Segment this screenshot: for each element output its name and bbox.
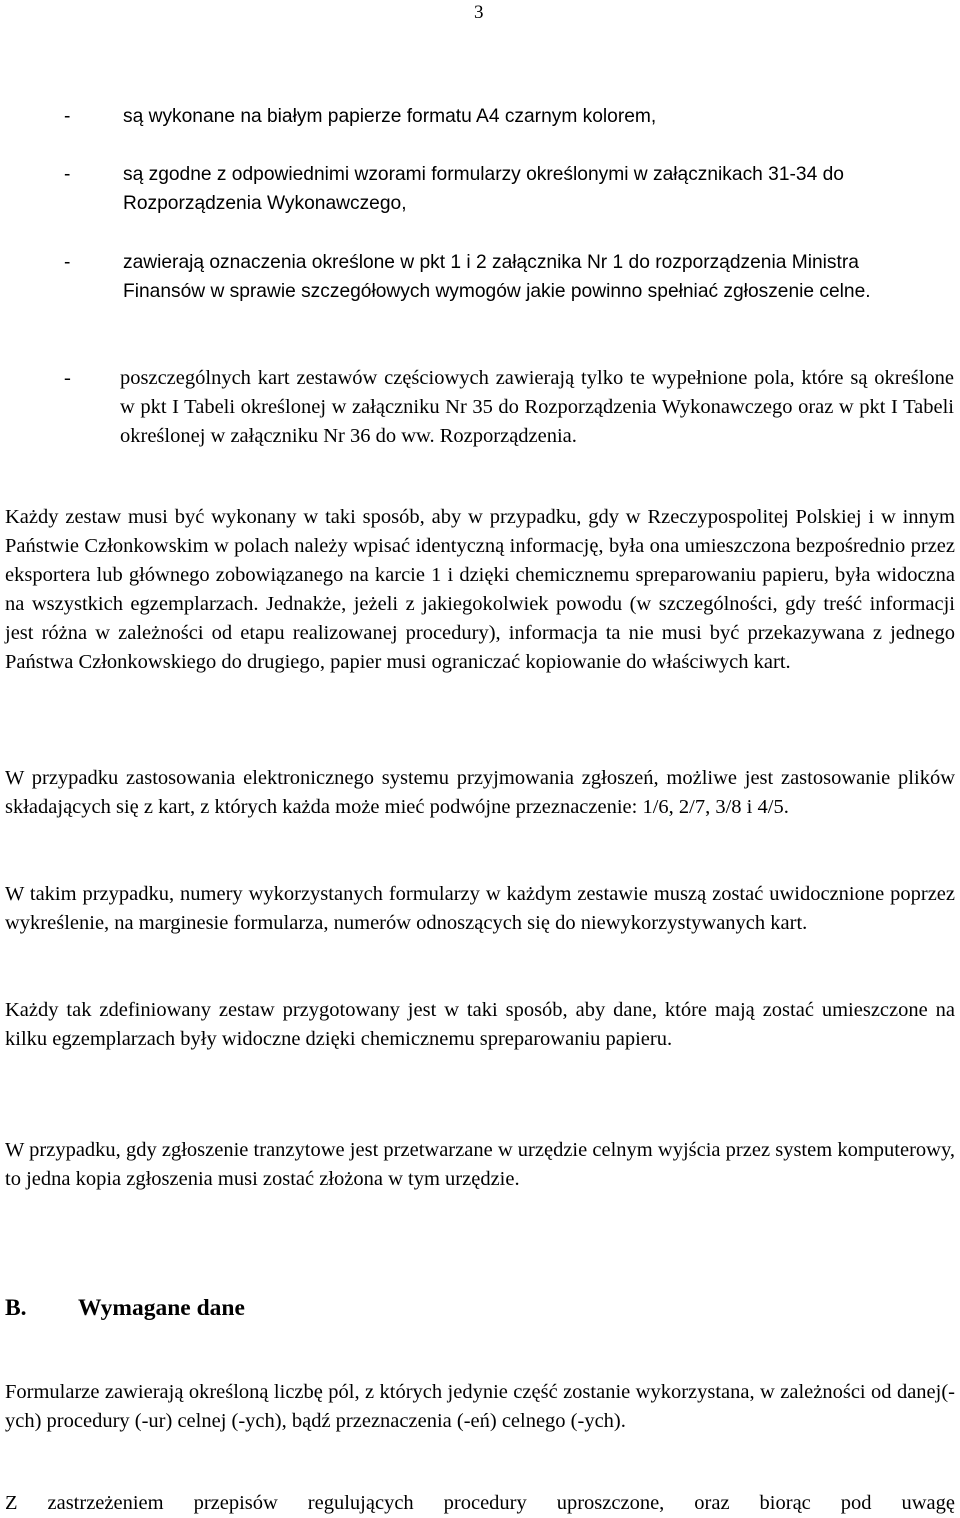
page-number: 3 (474, 2, 484, 23)
paragraph: W przypadku, gdy zgłoszenie tranzytowe jest przetwarzane w urzędzie celnym wyjścia przez system komputerowy, to jedna kopia zgłoszenia musi zostać złożona w tym urzędzie. (5, 1139, 955, 1190)
list-dash: - (64, 106, 71, 127)
section-heading (5, 1293, 245, 1323)
paragraph: Każdy tak zdefiniowany zestaw przygotowany jest w taki sposób, aby dane, które mają zostać umieszczone na kilku egzemplarzach były widoczne dzięki chemicznemu spreparowaniu papieru. (5, 999, 955, 1050)
paragraph: Każdy zestaw musi być wykonany w taki sposób, aby w przypadku, gdy w Rzeczypospolitej Polskiej i w innym Państwie Członkowskim w polach należy wpisać identyczną informację, była ona umieszczona bezpośrednio przez eksportera lub głównego zobowiązanego na karcie 1 i dzięki chemicznemu spreparowaniu papieru, była widoczna na wszystkich egzemplarzach. Jednakże, jeżeli z jakiegokolwiek powodu (w szczególności, gdy treść informacji jest różna w zależności od etapu realizowanej procedury), informacja ta nie musi być przekazywana z jednego Państwa Członkowskiego do drugiego, papier musi ograniczać kopiowanie do właściwych kart. (5, 506, 955, 673)
list-item-text: są wykonane na białym papierze formatu A4 czarnym kolorem, (123, 106, 657, 127)
list-dash: - (64, 252, 71, 273)
section-title: Wymagane dane (78, 1295, 245, 1321)
list-item-text: są zgodne z odpowiednimi wzorami formularzy określonymi w załącznikach 31-34 do Rozporządzenia Wykonawczego, (123, 164, 844, 214)
list-dash: - (64, 367, 71, 389)
paragraph: W takim przypadku, numery wykorzystanych formularzy w każdym zestawie muszą zostać uwidocznione poprzez wykreślenie, na marginesie formularza, numerów odnoszących się do niewykorzystywanych kart. (5, 883, 955, 934)
section-letter: B. (5, 1295, 27, 1321)
paragraph: Formularze zawierają określoną liczbę pól, z których jedynie część zostanie wykorzystana, w zależności od danej(-ych) procedury (-ur) celnej (-ych), bądź przeznaczenia (-eń) celnego (-ych). (5, 1381, 955, 1432)
list-item-text: poszczególnych kart zestawów częściowych zawierają tylko te wypełnione pola, które są określone w pkt I Tabeli określonej w załączniku Nr 35 do Rozporządzenia Wykonawczego oraz w pkt I Tabeli określonej w załączniku Nr 36 do ww. Rozporządzenia. (120, 367, 954, 447)
paragraph: Z zastrzeżeniem przepisów regulujących procedury uproszczone, oraz biorąc pod uwagę (5, 1492, 955, 1514)
list-dash: - (64, 164, 71, 185)
paragraph: W przypadku zastosowania elektronicznego systemu przyjmowania zgłoszeń, możliwe jest zastosowanie plików składających się z kart, z których każda może mieć podwójne przeznaczenie: 1/6, 2/7, 3/8 i 4/5. (5, 767, 955, 818)
list-item-text: zawierają oznaczenia określone w pkt 1 i 2 załącznika Nr 1 do rozporządzenia Ministra Finansów w sprawie szczegółowych wymogów jakie powinno spełniać zgłoszenie celne. (123, 252, 871, 302)
